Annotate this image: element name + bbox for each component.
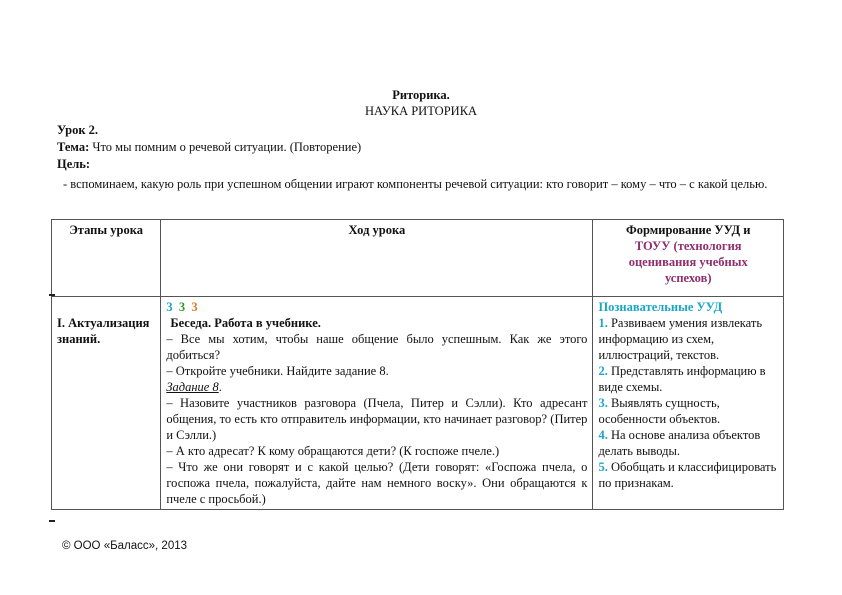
uud-item-number: 5. [598, 460, 608, 474]
uud-item-text: На основе анализа объектов делать выводы. [598, 428, 761, 458]
uud-item-number: 4. [598, 428, 608, 442]
uud-item-text: Развиваем умения извлекать информацию из схем, иллюстраций, текстов. [598, 316, 763, 362]
uud-item-text: Представлять информацию в виде схемы. [598, 364, 766, 394]
stage-cell: I. Актуализация знаний. [52, 297, 161, 510]
uud-item [598, 363, 778, 395]
point-number: 3 [166, 300, 173, 314]
point-number: 3 [178, 300, 186, 314]
uud-item-text: Выявлять сущность, особенности объектов. [598, 396, 721, 426]
course-line: – Что же они говорят и с какой целью? (Дети говорят: «Госпожа пчела, о госпожа пчела, пожалуйста, дайте нам немного воску». Они обращаются к пчеле с просьбой.) [166, 460, 588, 506]
margin-mark [49, 520, 55, 522]
point-number: 3 [191, 300, 198, 314]
uud-item-number: 1. [598, 316, 608, 330]
topic-line [57, 140, 787, 155]
header-uud [593, 220, 784, 297]
uud-item-number: 3. [598, 396, 608, 410]
topic-value: Что мы помним о речевой ситуации. (Повторение) [92, 140, 362, 154]
course-line: – А кто адресат? К кому обращаются дети? (К госпоже пчеле.) [166, 444, 500, 458]
task-dot: . [218, 380, 222, 394]
uud-item-number: 2. [598, 364, 608, 378]
lesson-table [51, 219, 784, 510]
header-uud-line: Формирование УУД и [625, 223, 751, 237]
topic-label: Тема: [57, 140, 90, 154]
table-header-row [52, 220, 784, 297]
uud-title: Познавательные УУД [598, 300, 723, 314]
goal-text: - вспоминаем, какую роль при успешном общении играют компоненты речевой ситуации: кто говорит – кому – что – с какой целью. [63, 177, 768, 191]
task-line [166, 379, 587, 395]
course-line: – Все мы хотим, чтобы наше общение было успешным. Как же этого добиться? [166, 332, 588, 362]
course-cell [161, 297, 593, 510]
uud-item [598, 315, 778, 363]
document-title: Риторика. [392, 88, 450, 102]
course-line: – Назовите участников разговора (Пчела, Питер и Сэлли). Кто адресант общения, то есть кто отправитель информации, кто начинает разговор? (Питер и Сэлли.) [166, 396, 588, 442]
task-link: Задание 8 [166, 380, 219, 394]
conversation-heading: Беседа. Работа в учебнике. [170, 316, 321, 330]
document-subtitle: НАУКА РИТОРИКА [364, 104, 478, 118]
header-touu: ТОУУ (технология оценивания учебных успехов) [628, 239, 748, 285]
uud-item [598, 395, 778, 427]
uud-item [598, 427, 778, 459]
goal-label: Цель: [57, 157, 91, 171]
footer-copyright: © ООО «Баласс», 2013 [62, 540, 188, 552]
header-course: Ход урока [161, 220, 593, 297]
header-stages: Этапы урока [52, 220, 161, 297]
uud-item [598, 459, 778, 491]
margin-mark [49, 294, 55, 296]
table-row [52, 297, 784, 510]
lesson-number: Урок 2. [57, 123, 99, 137]
point-numbers [166, 299, 587, 315]
course-line: – Откройте учебники. Найдите задание 8. [166, 364, 389, 378]
uud-cell [593, 297, 784, 510]
uud-item-text: Обобщать и классифицировать по признакам. [598, 460, 777, 490]
